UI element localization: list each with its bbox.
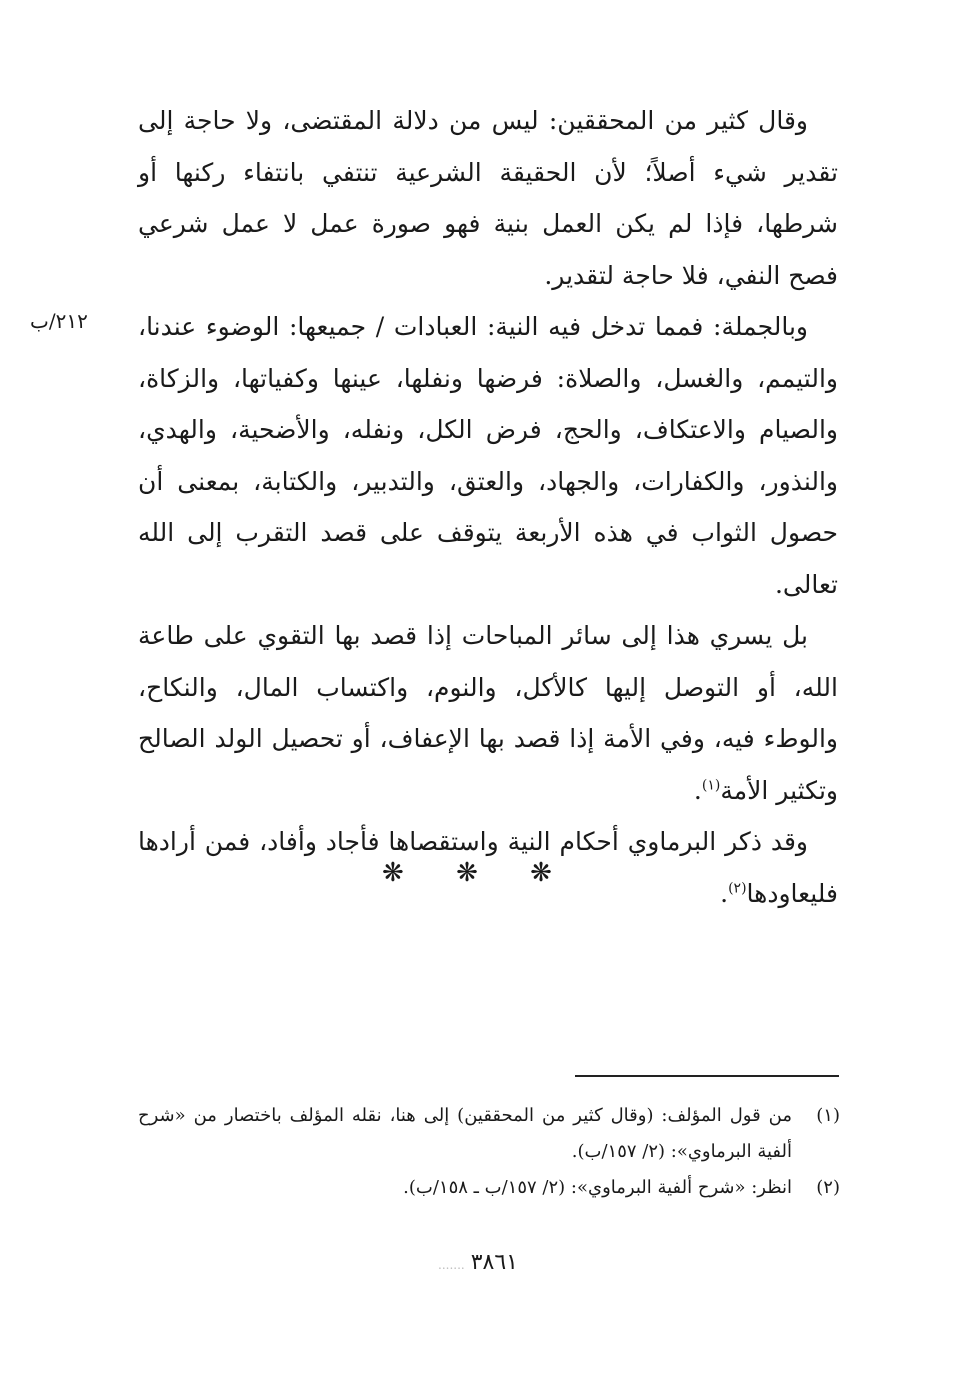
page-number-value: ٣٨٦١ <box>470 1250 518 1275</box>
section-separator-ornament: ❋ ❋ ❋ <box>382 858 574 888</box>
paragraph-4-end: . <box>720 878 729 908</box>
footnote-divider <box>575 1075 839 1077</box>
footnotes-section <box>138 1098 840 1206</box>
main-body-text <box>138 95 838 919</box>
page-number-leader-dots: ....... <box>438 1258 465 1272</box>
footnote-1-text: من قول المؤلف: (وقال كثير من المحققين) إلى هنا، نقله المؤلف باختصار من «شرح ألفية البرماوي»: (٢/ ١٥٧/ب). <box>138 1105 792 1162</box>
paragraph-3 <box>138 610 838 816</box>
footnote-ref-2[interactable]: (٢) <box>728 880 747 897</box>
page-number <box>0 1250 956 1275</box>
paragraph-1: وقال كثير من المحققين: ليس من دلالة المقتضى، ولا حاجة إلى تقدير شيء أصلاً؛ لأن الحقيقة الشرعية تنتفي بانتفاء ركنها أو شرطها، فإذا لم يكن العمل بنية فهو صورة عمل لا عمل شرعي فصح النفي، فلا حاجة لتقدير. <box>138 106 838 290</box>
footnote-2-text: انظر: «شرح ألفية البرماوي»: (٢/ ١٥٧/ب ـ ١٥٨/ب). <box>403 1177 792 1198</box>
paragraph-3-end: . <box>693 775 702 805</box>
footnote-1 <box>138 1098 840 1170</box>
paragraph-4-text: وقد ذكر البرماوي أحكام النية واستقصاها فأجاد وأفاد، فمن أرادها فليعاودها <box>138 827 838 908</box>
manuscript-folio-marker: ٢١٢/ب <box>30 309 88 333</box>
footnote-2 <box>138 1170 840 1206</box>
footnote-1-number: (١) <box>816 1105 840 1126</box>
footnote-2-number: (٢) <box>816 1177 840 1198</box>
paragraph-3-text: بل يسري هذا إلى سائر المباحات إذا قصد بها التقوي على طاعة الله، أو التوصل إليها كالأكل، والنوم، واكتساب المال، والنكاح، والوطء فيه، وفي الأمة إذا قصد بها الإعفاف، أو تحصيل الولد الصالح وتكثير الأمة <box>138 621 838 805</box>
footnote-ref-1[interactable]: (١) <box>701 777 721 794</box>
paragraph-2: وبالجملة: فمما تدخل فيه النية: العبادات / جميعها: الوضوء عندنا، والتيمم، والغسل، والصلاة: فرضها ونفلها، عينها وكفياتها، والزكاة، والصيام والاعتكاف، والحج، فرض الكل، ونفله، والأضحية، والهدي، والنذور، والكفارات، والجهاد، والعتق، والتدبير، والكتابة، بمعنى أن حصول الثواب في هذه الأربعة يتوقف على قصد التقرب إلى الله تعالى. <box>138 312 838 599</box>
